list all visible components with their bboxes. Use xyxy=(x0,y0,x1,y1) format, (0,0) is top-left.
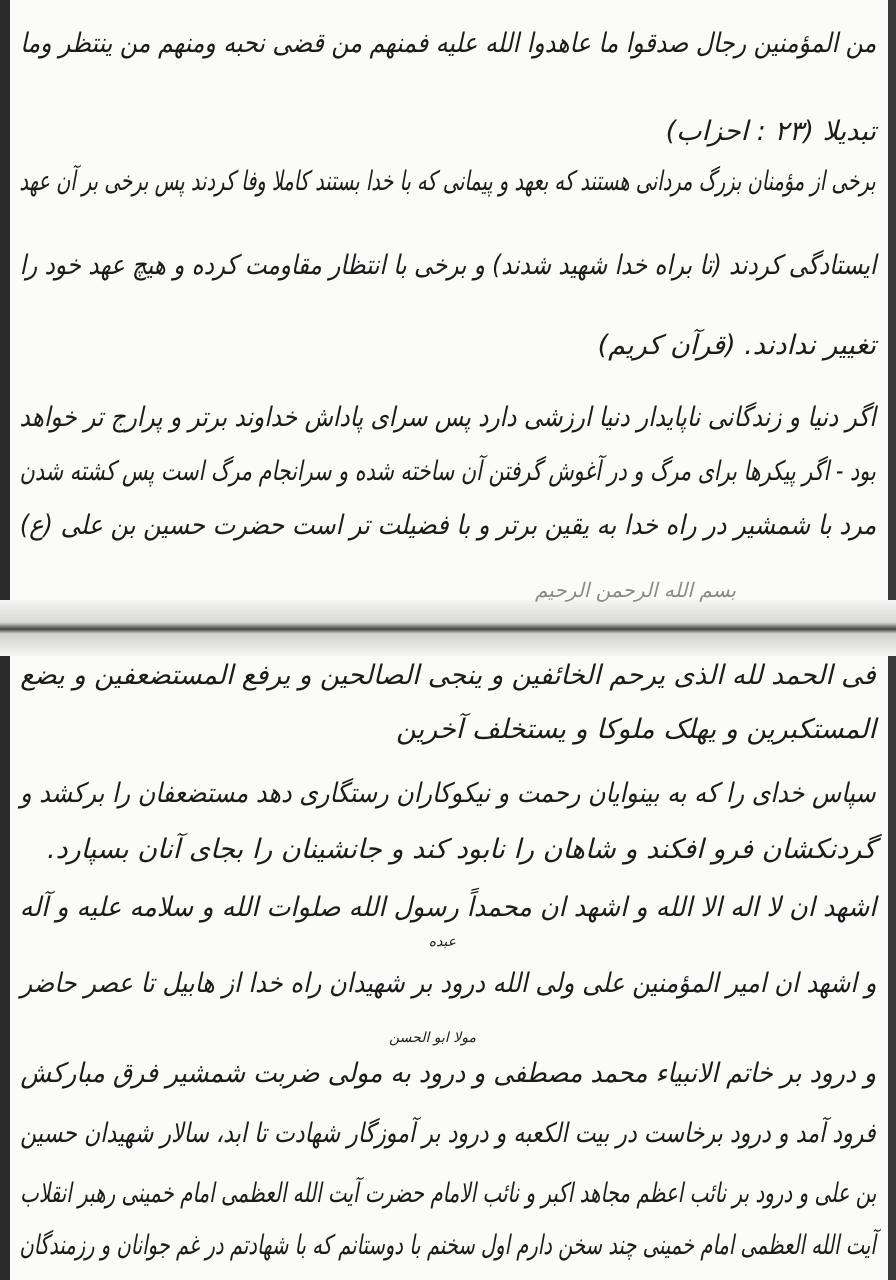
translation-line-2: ایستادگی کردند (تا براه خدا شهید شدند) و برخی با انتظار مقاومت کرده و هیچ عهد خود را xyxy=(19,250,876,281)
shahada-annotation: عبده xyxy=(428,934,456,950)
salutation-annotation: مولا ابو الحسن xyxy=(389,1030,476,1046)
paper-fold xyxy=(0,600,896,656)
praise-translation-line-2: گردنکشان فرو افکند و شاهان را نابود کند و جانشینان را بجای آنان بسپارد. xyxy=(47,834,876,865)
shahada-line-2: و اشهد ان امیر المؤمنین علی ولی الله درود بر شهیدان راه خدا از هابیل تا عصر حاضر xyxy=(20,968,876,999)
salutation-line-1: و درود بر خاتم الانبیاء محمد مصطفی و درود به مولی ضربت شمشیر فرق مبارکش xyxy=(20,1058,876,1089)
hadith-line-3: مرد با شمشیر در راه خدا به یقین برتر و با فضیلت تر است حضرت حسین بن علی (ع) xyxy=(19,510,876,541)
translation-source: تغییر ندادند. (قرآن کریم) xyxy=(597,330,876,361)
salutation-line-3: بن علی و درود بر نائب اعظم مجاهد اکبر و نائب الامام حضرت آیت الله العظمی امام خمینی رهبر انقلاب xyxy=(19,1178,876,1209)
quran-verse-line-1: من المؤمنین رجال صدقوا ما عاهدوا الله علیه فمنهم من قضی نحبه ومنهم من ینتظر وما xyxy=(19,28,876,59)
closing-line: آیت الله العظمی امام خمینی چند سخن دارم اول سخنم با دوستانم که با شهادتم در غم جوانان و رزمندگان xyxy=(19,1230,876,1261)
shahada-line-1: اشهد ان لا اله الا الله و اشهد ان محمداً رسول الله صلوات الله و سلامه علیه و آله xyxy=(19,892,876,923)
salutation-line-2: فرود آمد و درود برخاست در بیت الکعبه و درود بر آموزگار شهادت تا ابد، سالار شهیدان حسین xyxy=(20,1118,876,1149)
hadith-line-1: اگر دنیا و زندگانی ناپایدار دنیا ارزشی دارد پس سرای پاداش خداوند برتر و پرارج تر خواهد xyxy=(19,402,876,433)
translation-line-1: برخی از مؤمنان بزرگ مردانی هستند که بعهد و پیمانی که با خدا بستند کاملا وفا کردند پس برخی بر آن عهد xyxy=(19,166,876,197)
quran-verse-reference: تبدیلا (۲۳ : احزاب) xyxy=(665,116,876,147)
praise-line-1: فی الحمد لله الذی یرحم الخائفین و ینجی الصالحین و یرفع المستضعفین و یضع xyxy=(20,660,876,691)
hadith-line-2: بود - اگر پیکرها برای مرگ و در آغوش گرفتن آن ساخته شده و سرانجام مرگ است پس کشته شدن xyxy=(19,456,876,487)
praise-translation-line-1: سپاس خدای را که به بینوایان رحمت و نیکوکاران رستگاری دهد مستضعفان را برکشد و xyxy=(20,778,876,809)
bismillah-line: بسم الله الرحمن الرحیم xyxy=(534,578,736,602)
praise-line-2: المستکبرین و یهلک ملوکا و یستخلف آخرین xyxy=(396,714,876,745)
